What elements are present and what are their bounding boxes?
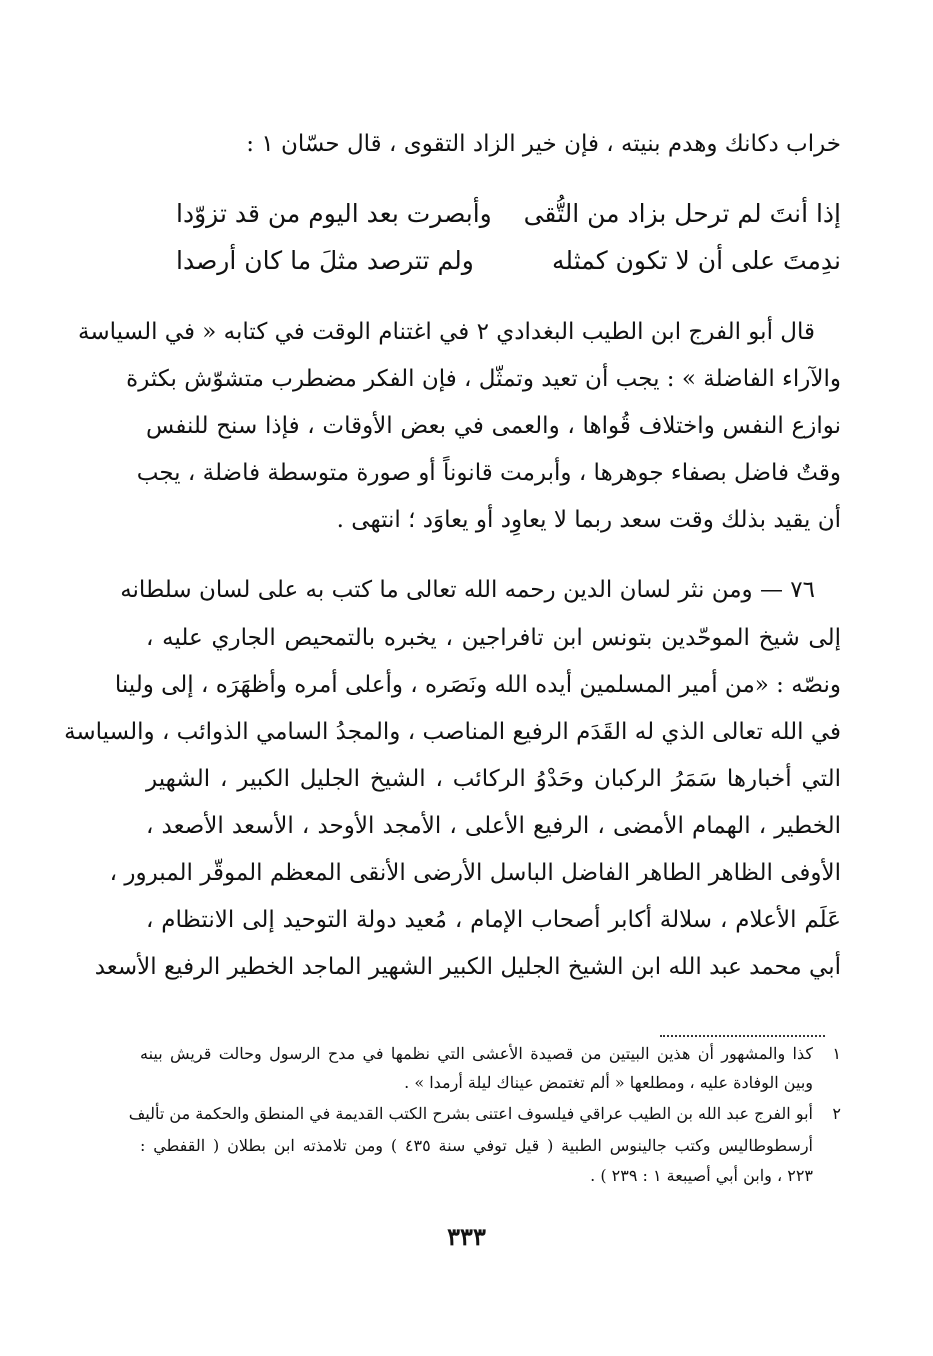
paragraph-line: التي أخبارها سَمَرُ الركبان وحَدْوُ الركائب ، الشيخ الجليل الكبير ، الشهير [146, 766, 841, 792]
paragraph-line: والآراء الفاضلة » : يجب أن تعيد وتمثّل ، فإن الفكر مضطرب متشوّش بكثرة [126, 366, 841, 392]
footnote-1-line: وبين الوفادة عليه ، ومطلعها « ألم تغتمض عيناك ليلة أرمدا » . [404, 1073, 813, 1092]
footnote-2-line: ٢٢٣ ، وابن أبي أصيبعة ١ : ٢٣٩ ) . [590, 1166, 813, 1185]
paragraph-line: ٧٦ — ومن نثر لسان الدين رحمه الله تعالى ما كتب به على لسان سلطانه [120, 577, 815, 603]
intro-line: خراب دكانك وهدم بنيته ، فإن خير الزاد التقوى ، قال حسّان ١ : [246, 131, 841, 157]
paragraph-line: أبي محمد عبد الله ابن الشيخ الجليل الكبير الشهير الماجد الخطير الرفيع الأسعد [94, 954, 841, 980]
footnote-2-line: أبو الفرج عبد الله بن الطيب عراقي فيلسوف اعتنى بشرح الكتب القديمة في المنطق والحكمة من تأليف [128, 1104, 813, 1123]
footnote-2-line: أرسطوطاليس وكتب جالينوس الطبية ( قيل توفي سنة ٤٣٥ ) ومن تلامذته ابن بطلان ( القفطي : [140, 1136, 813, 1155]
footnote-divider [660, 1035, 825, 1037]
paragraph-line: ونصّه : «من أمير المسلمين أيده الله ونَصَره ، وأعلى أمره وأظهَرَه ، إلى ولينا [114, 672, 841, 698]
verse-1-second-hemistich: وأبصرت بعد اليوم من قد تزوّدا [176, 199, 492, 228]
verse-2-second-hemistich: ولم تترصد مثلَ ما كان أرصدا [176, 246, 474, 275]
footnote-1-line: كذا والمشهور أن هذين البيتين من قصيدة الأعشى التي نظمها في مدح الرسول وحالت قريش بينه [140, 1044, 813, 1063]
paragraph-line: الأوفى الظاهر الطاهر الفاضل الباسل الأرضى الأنقى المعظم الموقّر المبرور ، [109, 860, 841, 886]
paragraph-line: أن يقيد بذلك وقت سعد ربما لا يعاوِد أو يعاوَد ؛ انتهى . [336, 507, 841, 533]
verse-1-first-hemistich: إذا أنتَ لم ترحل بزاد من التُّقى [523, 199, 841, 228]
page-number: ٣٣٣ [447, 1222, 486, 1251]
footnote-2-number: ٢ [832, 1104, 841, 1123]
paragraph-line: نوازع النفس واختلاف قُواها ، والعمى في بعض الأوقات ، فإذا سنح للنفس [146, 413, 841, 439]
verse-2-first-hemistich: ندِمتَ على أن لا تكون كمثله [552, 246, 841, 275]
paragraph-line: إلى شيخ الموحّدين بتونس ابن تافراجين ، يخبره بالتمحيص الجاري عليه ، [146, 625, 841, 651]
paragraph-line: عَلَم الأعلام ، سلالة أكابر أصحاب الإمام ، مُعيد دولة التوحيد إلى الانتظام ، [146, 907, 841, 933]
paragraph-line: قال أبو الفرج ابن الطيب البغدادي ٢ في اغتنام الوقت في كتابه « في السياسة [78, 319, 815, 345]
paragraph-line: وقتٌ فاضل بصفاء جوهرها ، وأبرمت قانوناً أو صورة متوسطة فاضلة ، يجب [136, 460, 841, 486]
paragraph-line: الخطير ، الهمام الأمضى ، الرفيع الأعلى ، الأمجد الأوحد ، الأسعد الأصعد ، [146, 813, 841, 839]
footnote-1-number: ١ [832, 1044, 841, 1063]
paragraph-line: في الله تعالى الذي له القَدَم الرفيع المناصب ، والمجدُ السامي الذوائب ، والسياسة [64, 719, 841, 745]
